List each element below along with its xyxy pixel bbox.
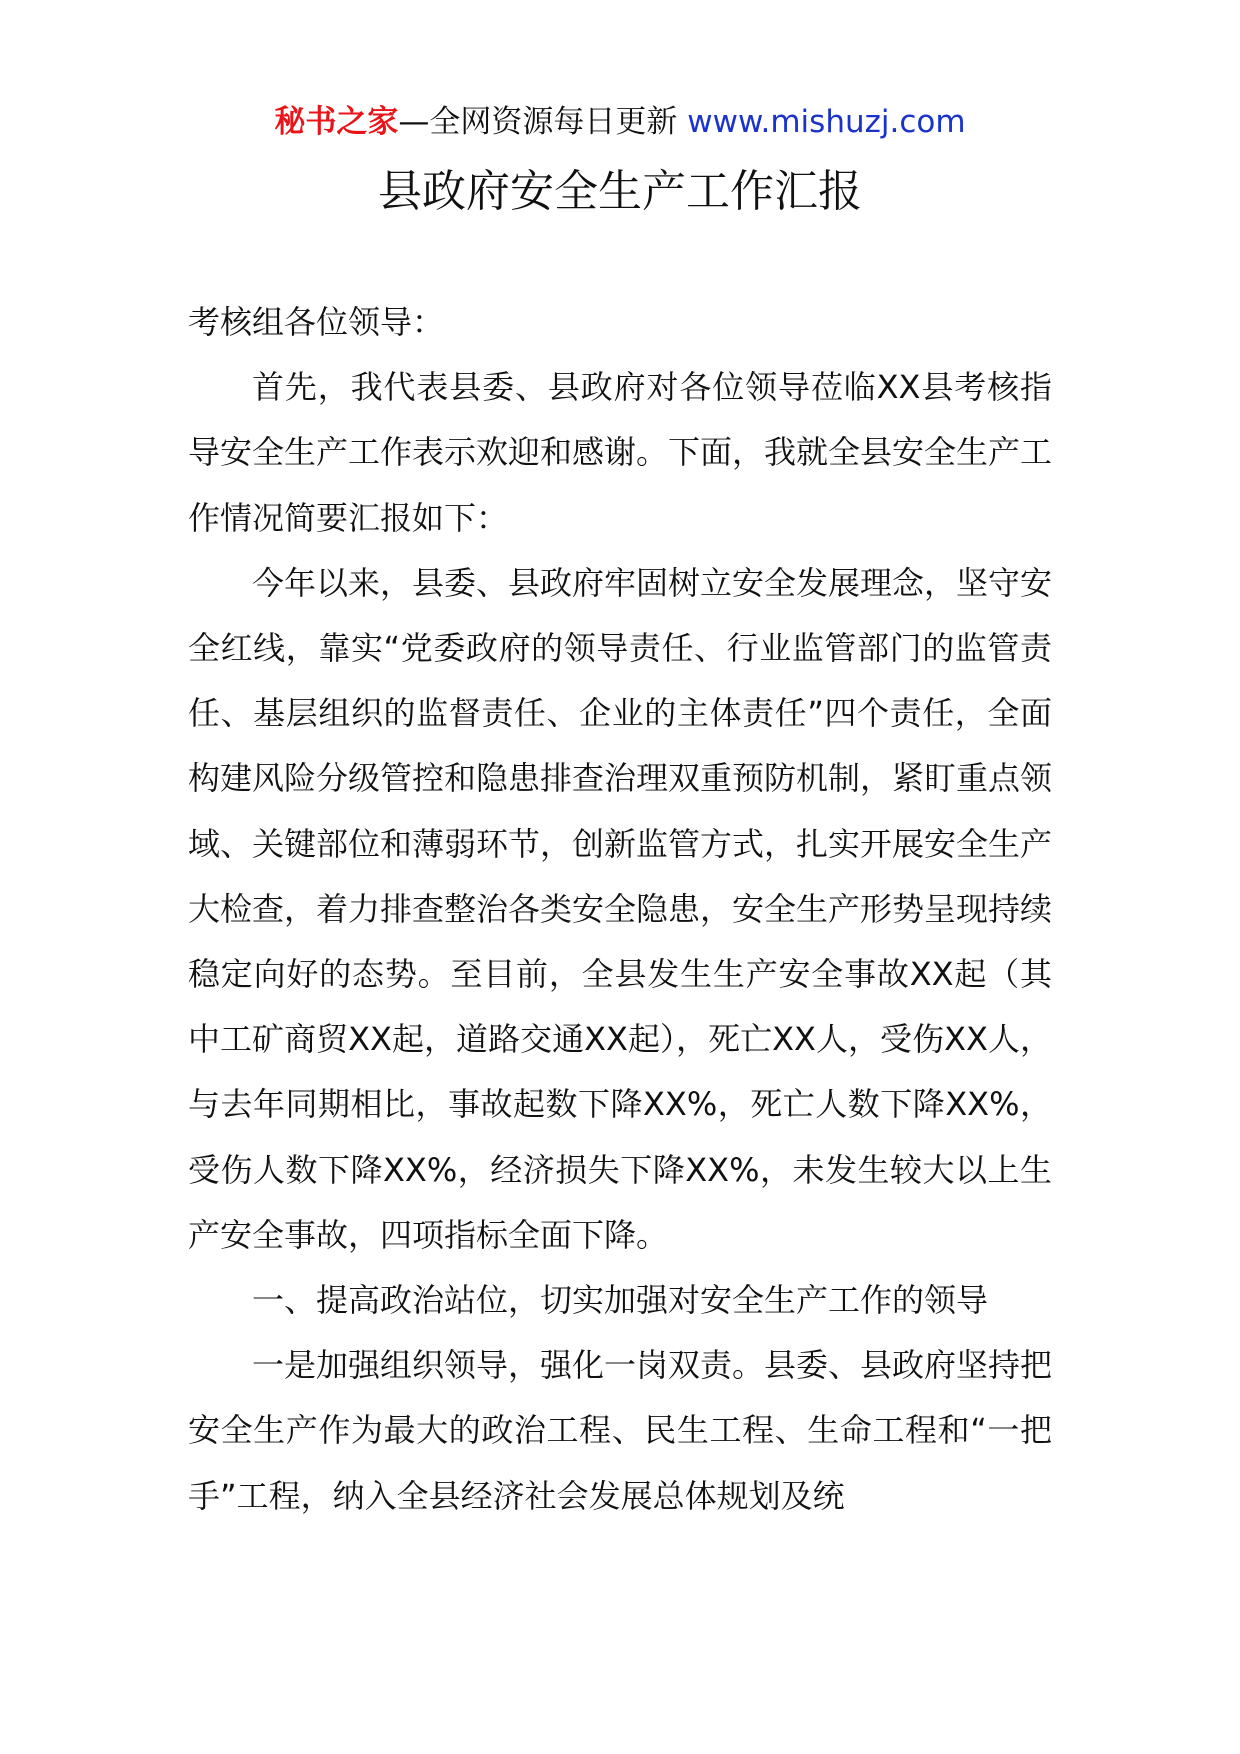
- paragraph-intro: 首先，我代表县委、县政府对各位领导莅临XX县考核指导安全生产工作表示欢迎和感谢。下面，我就全县安全生产工作情况简要汇报如下：: [188, 368, 1053, 537]
- salutation: 考核组各位领导：: [188, 303, 445, 341]
- document-body: [188, 290, 1052, 1529]
- site-banner: [0, 100, 1240, 144]
- brand-name: 秘书之家: [274, 104, 399, 140]
- paragraph-overview: 今年以来，县委、县政府牢固树立安全发展理念，坚守安全红线，靠实“党委政府的领导责任、行业监管部门的监管责任、基层组织的监督责任、企业的主体责任”四个责任，全面构建风险分级管控和隐患排查治理双重预防机制，紧盯重点领域、关键部位和薄弱环节，创新监管方式，扎实开展安全生产大检查，着力排查整治各类安全隐患，安全生产形势呈现持续稳定向好的态势。至目前，全县发生生产安全事故XX起（其中工矿商贸XX起，道路交通XX起），死亡XX人，受伤XX人，与去年同期相比，事故起数下降XX%，死亡人数下降XX%，受伤人数下降XX%，经济损失下降XX%，未发生较大以上生产安全事故，四项指标全面下降。: [188, 563, 1053, 1254]
- banner-slogan: —全网资源每日更新: [398, 104, 688, 140]
- paragraph-section-one: 一是加强组织领导，强化一岗双责。县委、县政府坚持把安全生产作为最大的政治工程、民生工程、生命工程和“一把手”工程，纳入全县经济社会发展总体规划及统: [188, 1346, 1053, 1515]
- section-heading: 一、提高政治站位，切实加强对安全生产工作的领导: [252, 1281, 989, 1320]
- site-url-link[interactable]: www.mishuzj.com: [687, 104, 966, 140]
- document-title: 县政府安全生产工作汇报: [378, 166, 862, 217]
